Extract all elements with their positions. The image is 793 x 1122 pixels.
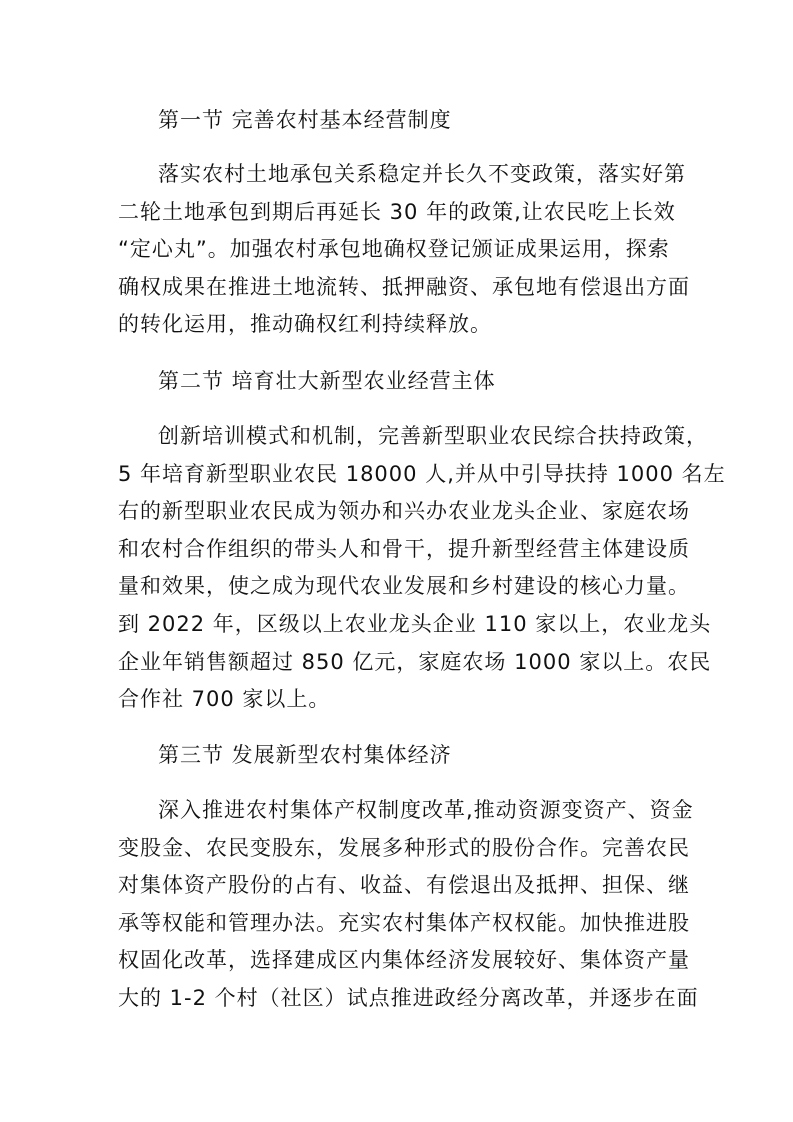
paragraph-line: 大的 1-2 个村（社区）试点推进政经分离改革，并逐步在面 xyxy=(118,985,699,1010)
paragraph-line: 落实农村土地承包关系稳定并长久不变政策，落实好第 xyxy=(158,162,686,186)
section-paragraph-1 xyxy=(118,156,690,344)
paragraph-line: 右的新型职业农民成为领办和兴办农业龙头企业、家庭农场 xyxy=(118,499,690,524)
paragraph-line: 权固化改革，选择建成区内集体经济发展较好、集体资产量 xyxy=(118,948,690,973)
paragraph-line: 企业年销售额超过 850 亿元，家庭农场 1000 家以上。农民 xyxy=(118,649,712,674)
paragraph-line: 的转化运用，推动确权红利持续释放。 xyxy=(118,312,492,337)
paragraph-line: 到 2022 年，区级以上农业龙头企业 110 家以上，农业龙头 xyxy=(118,611,712,636)
section-heading-3: 第三节 发展新型农村集体经济 xyxy=(158,743,452,767)
section-heading-1: 第一节 完善农村基本经营制度 xyxy=(158,108,452,132)
paragraph-line: 深入推进农村集体产权制度改革,推动资源变资产、资金 xyxy=(158,798,694,822)
paragraph-line: 5 年培育新型职业农民 18000 人,并从中引导扶持 1000 名左 xyxy=(118,461,726,486)
section-paragraph-3 xyxy=(118,792,699,1018)
paragraph-line: 变股金、农民变股东，发展多种形式的股份合作。完善农民 xyxy=(118,835,690,860)
paragraph-line: 创新培训模式和机制，完善新型职业农民综合扶持政策， xyxy=(158,424,708,448)
paragraph-line: 合作社 700 家以上。 xyxy=(118,687,331,712)
paragraph-line: 承等权能和管理办法。充实农村集体产权权能。加快推进股 xyxy=(118,910,690,935)
paragraph-line: “定心丸”。加强农村承包地确权登记颁证成果运用，探索 xyxy=(118,237,670,262)
section-paragraph-2 xyxy=(118,418,726,719)
paragraph-line: 对集体资产股份的占有、收益、有偿退出及抵押、担保、继 xyxy=(118,873,690,898)
section-heading-2: 第二节 培育壮大新型农业经营主体 xyxy=(158,369,496,393)
paragraph-line: 二轮土地承包到期后再延长 30 年的政策,让农民吃上长效 xyxy=(118,199,676,224)
paragraph-line: 和农村合作组织的带头人和骨干，提升新型经营主体建设质 xyxy=(118,536,690,561)
paragraph-line: 确权成果在推进土地流转、抵押融资、承包地有偿退出方面 xyxy=(118,274,690,299)
paragraph-line: 量和效果，使之成为现代农业发展和乡村建设的核心力量。 xyxy=(118,574,690,599)
